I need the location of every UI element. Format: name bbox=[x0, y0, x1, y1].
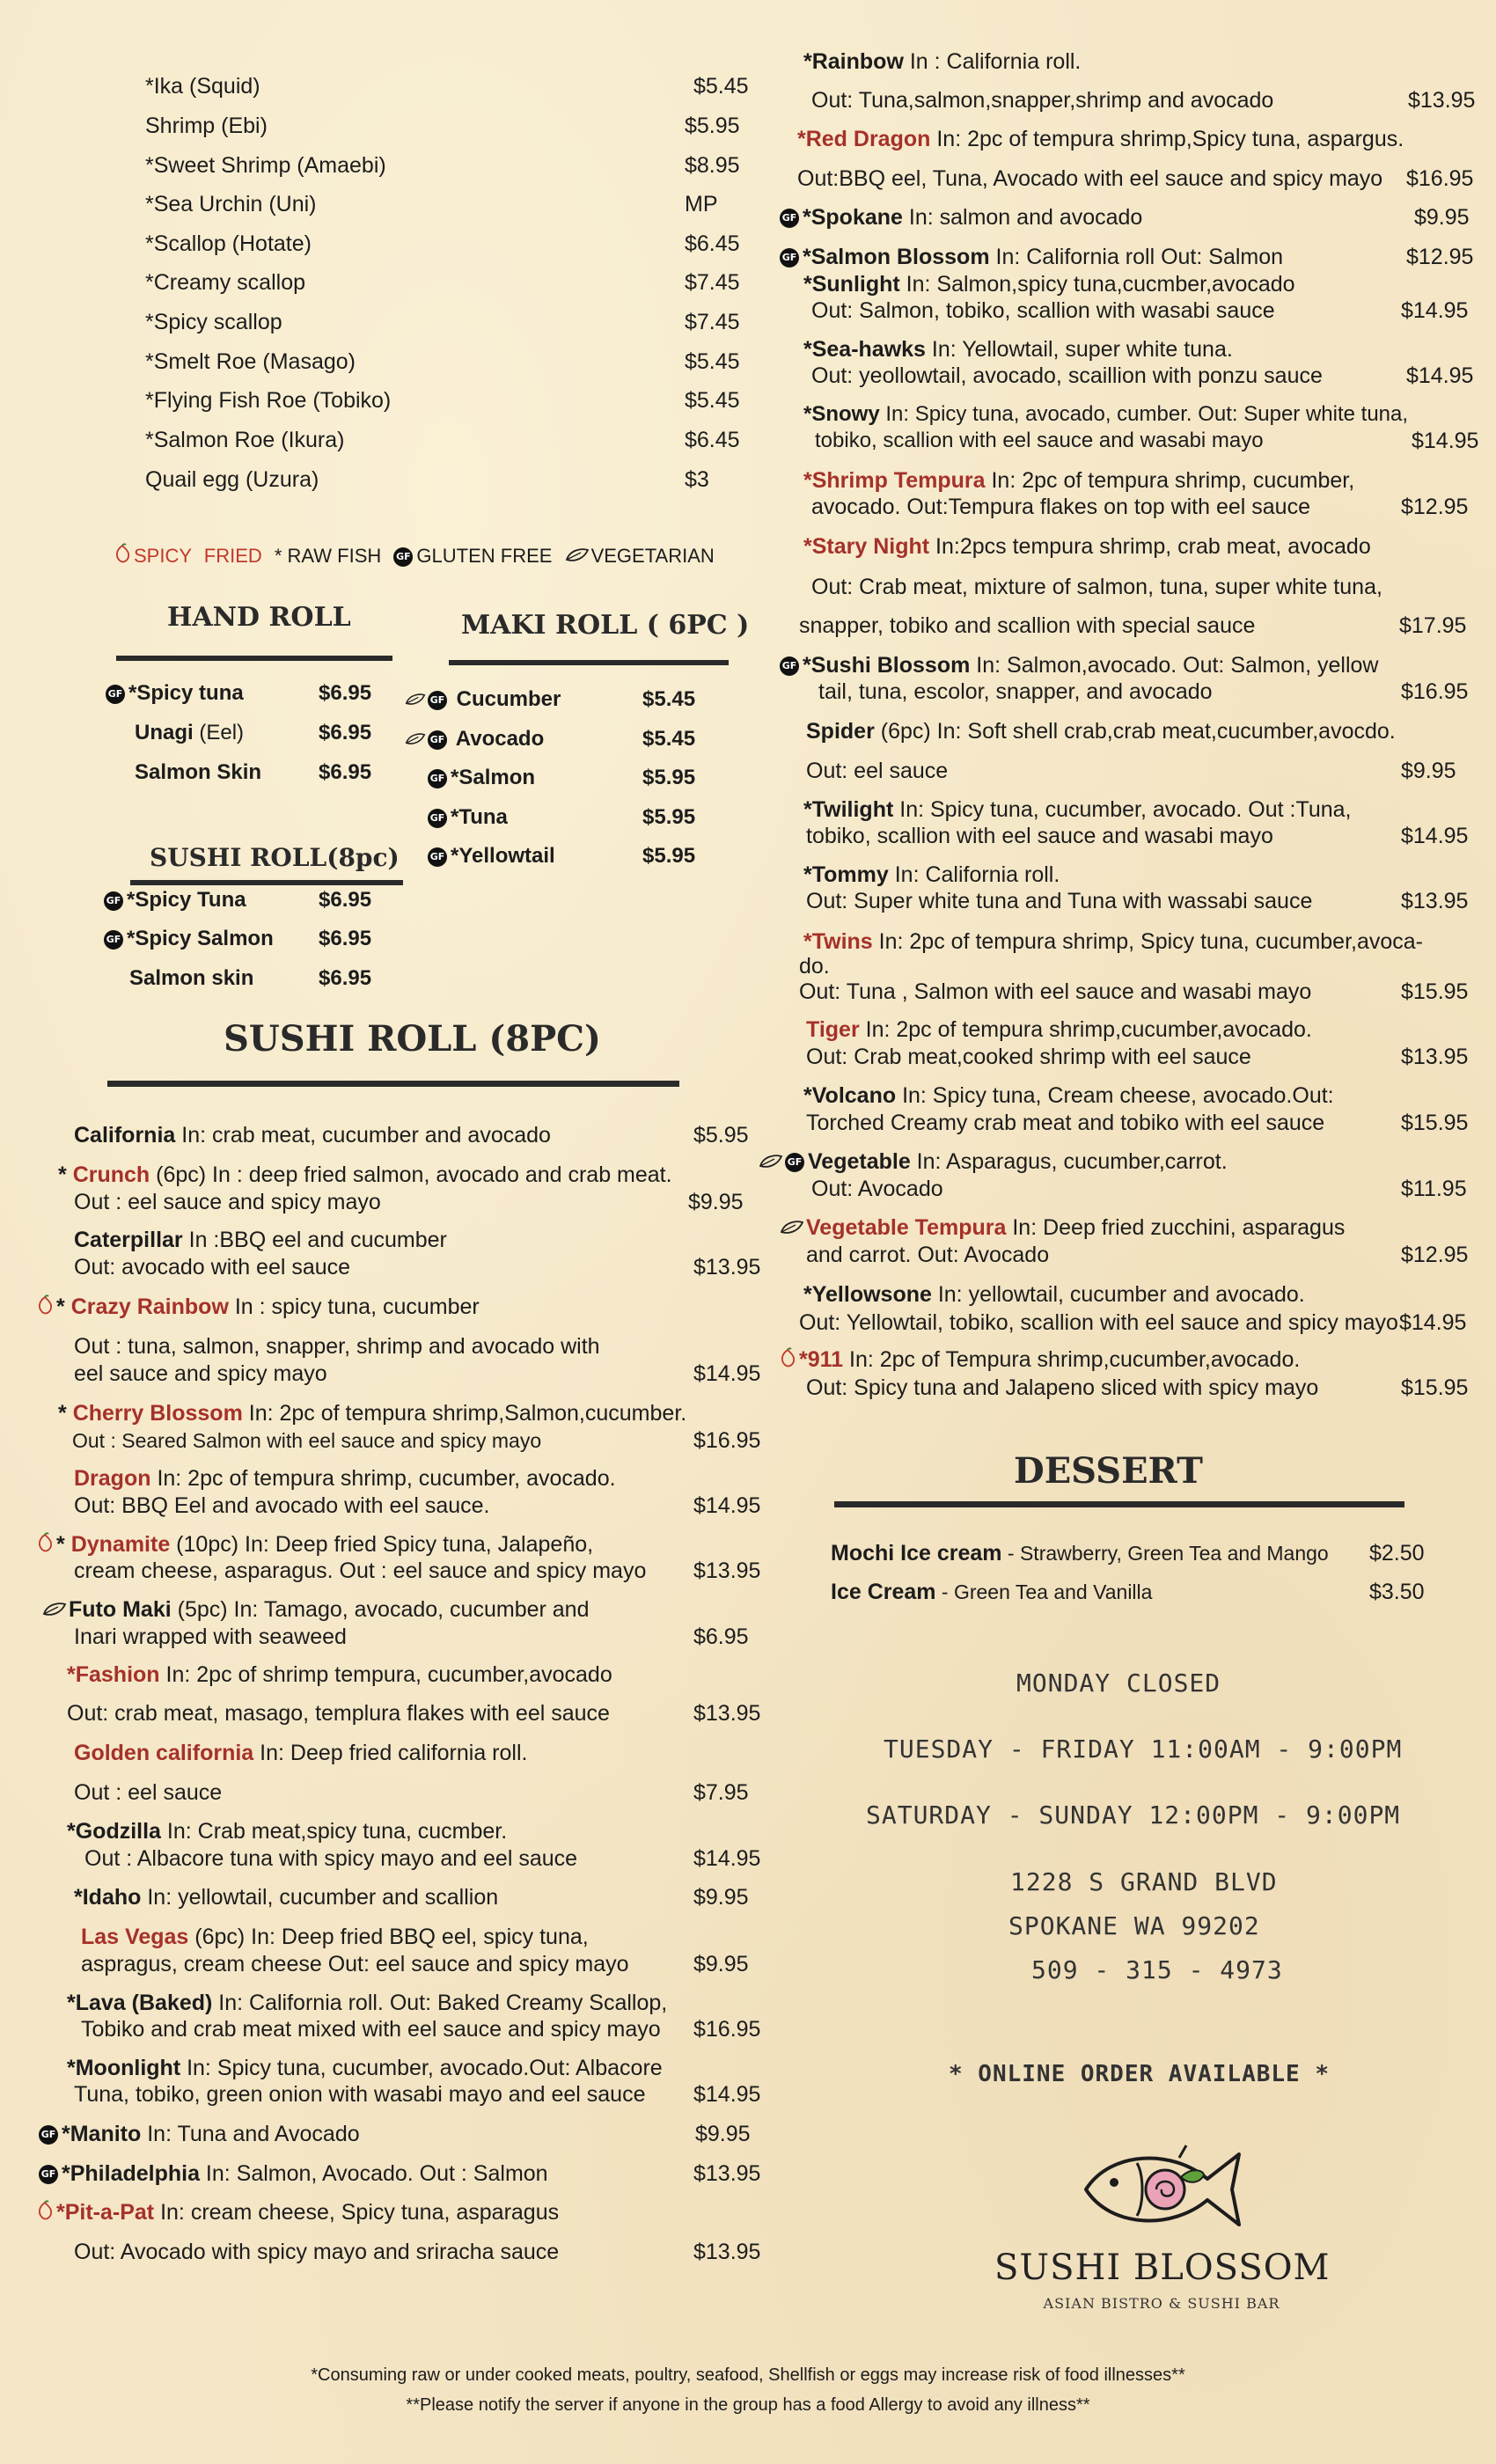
roll-desc: Out: Tuna,salmon,snapper,shrimp and avocado bbox=[811, 88, 1274, 113]
nigiri-name: *Salmon Roe (Ikura) bbox=[145, 428, 345, 452]
hand-roll-title: HAND ROLL bbox=[167, 602, 351, 633]
legend bbox=[113, 543, 715, 571]
maki-roll-price: $5.45 bbox=[642, 727, 696, 751]
legend-raw: * RAW FISH bbox=[274, 545, 382, 567]
nigiri-price: $8.95 bbox=[685, 153, 740, 178]
roll-price: $12.95 bbox=[1406, 245, 1474, 269]
leaf-icon bbox=[759, 1149, 783, 1176]
chili-icon bbox=[113, 543, 132, 571]
roll-price: $13.95 bbox=[1401, 1045, 1469, 1069]
leaf-icon bbox=[42, 1597, 67, 1624]
roll-item-cherry-blossom: * Cherry Blossom In: 2pc of tempura shrimp,Salmon,cucumber. bbox=[58, 1401, 687, 1426]
gluten-free-icon: GF bbox=[393, 547, 413, 567]
roll-item-911: *911 In: 2pc of Tempura shrimp,cucumber,avocado. bbox=[778, 1346, 1300, 1375]
nigiri-price: $7.45 bbox=[685, 310, 740, 334]
roll-desc: snapper, tobiko and scallion with special sauce bbox=[799, 613, 1256, 638]
dessert-price: $2.50 bbox=[1369, 1541, 1425, 1566]
roll-price: $14.95 bbox=[693, 2082, 761, 2107]
roll-item-crunch: * Crunch (6pc) In : deep fried salmon, avocado and crab meat. bbox=[58, 1162, 672, 1187]
nigiri-price: MP bbox=[685, 192, 718, 216]
brand-tagline: ASIAN BISTRO & SUSHI BAR bbox=[1043, 2295, 1280, 2312]
roll-desc: Out: eel sauce bbox=[806, 759, 949, 783]
roll-item-stary-night: *Stary Night In:2pcs tempura shrimp, crab meat, avocado bbox=[803, 534, 1371, 559]
maki-roll-item: GF *Tuna bbox=[428, 804, 508, 831]
roll-price: $16.95 bbox=[693, 1428, 761, 1453]
nigiri-name: *Sea Urchin (Uni) bbox=[145, 192, 317, 216]
roll-item-yellowsone: *Yellowsone In: yellowtail, cucumber and avocado. bbox=[803, 1282, 1305, 1307]
roll-desc: Out: Salmon, tobiko, scallion with wasabi sauce bbox=[811, 298, 1275, 323]
dessert-underline bbox=[834, 1501, 1404, 1507]
sushi-roll-small-price: $6.95 bbox=[319, 888, 372, 912]
roll-desc: Out : eel sauce bbox=[74, 1780, 223, 1805]
roll-desc: Out: BBQ Eel and avocado with eel sauce. bbox=[74, 1493, 490, 1518]
chili-icon bbox=[35, 1294, 55, 1322]
maki-roll-item: GF *Salmon bbox=[428, 765, 535, 791]
roll-item-godzilla: *Godzilla In: Crab meat,spicy tuna, cucmber. bbox=[67, 1819, 508, 1844]
phone-number[interactable]: 509 - 315 - 4973 bbox=[1031, 1955, 1283, 1984]
roll-item-golden-california: Golden california In: Deep fried california roll. bbox=[74, 1741, 528, 1765]
maki-roll-title: MAKI ROLL ( 6PC ) bbox=[461, 610, 750, 641]
roll-price: $14.95 bbox=[693, 1361, 761, 1386]
maki-roll-price: $5.95 bbox=[642, 805, 696, 829]
roll-item-caterpillar: Caterpillar In :BBQ eel and cucumber bbox=[74, 1228, 447, 1252]
maki-roll-price: $5.95 bbox=[642, 766, 696, 789]
nigiri-price: $5.45 bbox=[685, 388, 740, 413]
roll-desc: tail, tuna, escolor, snapper, and avocado bbox=[818, 679, 1213, 704]
roll-item-fashion: *Fashion In: 2pc of shrimp tempura, cucumber,avocado bbox=[67, 1662, 612, 1687]
roll-price: $5.95 bbox=[693, 1123, 749, 1148]
dessert-price: $3.50 bbox=[1369, 1580, 1425, 1604]
roll-desc: eel sauce and spicy mayo bbox=[74, 1361, 327, 1386]
nigiri-name: *Creamy scallop bbox=[145, 270, 306, 295]
roll-desc: Out: Avocado bbox=[811, 1177, 943, 1201]
nigiri-name: *Ika (Squid) bbox=[145, 74, 260, 99]
hand-roll-item: Unagi (Eel) bbox=[135, 721, 245, 744]
roll-price: $14.95 bbox=[693, 1846, 761, 1871]
roll-price: $14.95 bbox=[1401, 824, 1469, 848]
roll-price: $16.95 bbox=[1401, 679, 1469, 704]
roll-desc: aspragus, cream cheese Out: eel sauce and spicy mayo bbox=[81, 1952, 629, 1976]
nigiri-name: *Sweet Shrimp (Amaebi) bbox=[145, 153, 386, 178]
roll-desc: and carrot. Out: Avocado bbox=[806, 1243, 1050, 1267]
roll-price: $13.95 bbox=[693, 1255, 761, 1280]
gluten-free-icon: GF bbox=[785, 1153, 804, 1172]
roll-item-sea-hawks: *Sea-hawks In: Yellowtail, super white tuna. bbox=[803, 337, 1233, 362]
roll-item-lava: *Lava (Baked) In: California roll. Out: Baked Creamy Scallop, bbox=[67, 1991, 668, 2015]
roll-item-tiger: Tiger In: 2pc of tempura shrimp,cucumber,avocado. bbox=[806, 1017, 1312, 1042]
hand-roll-item: GF *Spicy tuna bbox=[106, 680, 244, 707]
gluten-free-icon: GF bbox=[780, 656, 799, 676]
roll-desc: Out: Spicy tuna and Jalapeno sliced with spicy mayo bbox=[806, 1375, 1319, 1400]
roll-desc: Out: Crab meat, mixture of salmon, tuna, super white tuna, bbox=[811, 575, 1382, 599]
roll-item-vegetable-tempura: Vegetable Tempura In: Deep fried zucchini, asparagus bbox=[780, 1214, 1345, 1242]
roll-desc: Out : eel sauce and spicy mayo bbox=[74, 1190, 381, 1214]
roll-price: $7.95 bbox=[693, 1780, 749, 1805]
nigiri-name: Shrimp (Ebi) bbox=[145, 114, 268, 138]
roll-item-dragon: Dragon In: 2pc of tempura shrimp, cucumber, avocado. bbox=[74, 1466, 616, 1491]
nigiri-price: $5.95 bbox=[685, 114, 740, 138]
roll-price: $9.95 bbox=[693, 1885, 749, 1910]
online-order-banner[interactable]: * ONLINE ORDER AVAILABLE * bbox=[949, 2061, 1330, 2087]
roll-price: $9.95 bbox=[1401, 759, 1456, 783]
gluten-free-icon: GF bbox=[106, 685, 125, 704]
roll-desc: Out: Tuna , Salmon with eel sauce and wasabi mayo bbox=[799, 979, 1312, 1004]
roll-desc: do. bbox=[799, 954, 830, 979]
roll-item-california: California In: crab meat, cucumber and avocado bbox=[74, 1123, 551, 1148]
hours-weekend: SATURDAY - SUNDAY 12:00PM - 9:00PM bbox=[866, 1800, 1401, 1830]
roll-item-vegetable: GF Vegetable In: Asparagus, cucumber,carrot. bbox=[759, 1148, 1228, 1176]
maki-roll-underline bbox=[449, 660, 729, 665]
gluten-free-icon: GF bbox=[39, 2125, 58, 2145]
roll-item-moonlight: *Moonlight In: Spicy tuna, cucumber, avocado.Out: Albacore bbox=[67, 2056, 663, 2080]
roll-price: $12.95 bbox=[1401, 1243, 1469, 1267]
legend-veg: VEGETARIAN bbox=[590, 545, 715, 567]
roll-price: $6.95 bbox=[693, 1624, 749, 1649]
roll-item-snowy: *Snowy In: Spicy tuna, avocado, cumber. Out: Super white tuna, bbox=[803, 402, 1409, 426]
roll-desc: Torched Creamy crab meat and tobiko with eel sauce bbox=[806, 1111, 1325, 1135]
roll-price: $13.95 bbox=[1401, 889, 1469, 913]
roll-price: $15.95 bbox=[1401, 979, 1469, 1004]
roll-price: $14.95 bbox=[1401, 298, 1469, 323]
roll-item-rainbow: *Rainbow In : California roll. bbox=[803, 49, 1082, 74]
sushi-roll-small-price: $6.95 bbox=[319, 927, 372, 950]
roll-item-philadelphia: GF *Philadelphia In: Salmon, Avocado. Out : Salmon bbox=[39, 2160, 548, 2187]
roll-price: $9.95 bbox=[1414, 205, 1470, 230]
roll-item-sushi-blossom: GF *Sushi Blossom In: Salmon,avocado. Out: Salmon, yellow bbox=[780, 652, 1378, 678]
gluten-free-icon: GF bbox=[104, 930, 123, 950]
sushi-roll-small-item: GF *Spicy Tuna bbox=[104, 887, 246, 913]
roll-item-salmon-blossom: GF *Salmon Blossom In: California roll Out: Salmon bbox=[780, 244, 1283, 270]
roll-desc: Out: Avocado with spicy mayo and sriracha sauce bbox=[74, 2240, 560, 2264]
roll-price: $9.95 bbox=[688, 1190, 744, 1214]
roll-item-twins: *Twins In: 2pc of tempura shrimp, Spicy tuna, cucumber,avoca- bbox=[803, 929, 1424, 954]
roll-desc: Out : Albacore tuna with spicy mayo and eel sauce bbox=[84, 1846, 578, 1871]
roll-price: $9.95 bbox=[693, 1952, 749, 1976]
nigiri-name: *Scallop (Hotate) bbox=[145, 231, 312, 256]
roll-desc: tobiko, scallion with eel sauce and wasabi mayo bbox=[806, 824, 1273, 848]
roll-price: $15.95 bbox=[1401, 1111, 1469, 1135]
nigiri-price: $6.45 bbox=[685, 428, 740, 452]
sushi-roll-small-underline bbox=[130, 880, 403, 885]
roll-price: $14.95 bbox=[1406, 363, 1474, 388]
gluten-free-icon: GF bbox=[780, 209, 799, 228]
roll-item-shrimp-tempura: *Shrimp Tempura In: 2pc of tempura shrimp, cucumber, bbox=[803, 468, 1355, 493]
dessert-item: Ice Cream - Green Tea and Vanilla bbox=[831, 1580, 1153, 1604]
roll-desc: Out : Seared Salmon with eel sauce and spicy mayo bbox=[72, 1429, 542, 1452]
gluten-free-icon: GF bbox=[428, 809, 447, 828]
nigiri-name: *Spicy scallop bbox=[145, 310, 282, 334]
roll-price: $13.95 bbox=[693, 2240, 761, 2264]
roll-desc: Tobiko and crab meat mixed with eel sauce and spicy mayo bbox=[81, 2017, 661, 2042]
roll-item-red-dragon: *Red Dragon In: 2pc of tempura shrimp,Spicy tuna, aspargus. bbox=[797, 127, 1404, 151]
roll-item-crazy-rainbow: * Crazy Rainbow In : spicy tuna, cucumber bbox=[35, 1294, 480, 1322]
sushi-roll-small-item: Salmon skin bbox=[129, 966, 254, 990]
roll-item-spider: Spider (6pc) In: Soft shell crab,crab meat,cucumber,avocdo. bbox=[806, 719, 1396, 744]
roll-item-idaho: *Idaho In: yellowtail, cucumber and scallion bbox=[74, 1885, 499, 1910]
nigiri-name: *Smelt Roe (Masago) bbox=[145, 349, 356, 374]
maki-roll-price: $5.45 bbox=[642, 687, 696, 711]
gluten-free-icon: GF bbox=[428, 847, 447, 867]
roll-item-pit-a-pat: *Pit-a-Pat In: cream cheese, Spicy tuna, asparagus bbox=[35, 2199, 559, 2227]
chili-icon bbox=[35, 2200, 55, 2227]
sushi-roll-small-item: GF *Spicy Salmon bbox=[104, 926, 274, 952]
dessert-item: Mochi Ice cream - Strawberry, Green Tea and Mango bbox=[831, 1541, 1329, 1566]
nigiri-price: $7.45 bbox=[685, 270, 740, 295]
address-city: SPOKANE WA 99202 bbox=[1008, 1911, 1260, 1940]
roll-price: $13.95 bbox=[693, 2161, 761, 2186]
roll-desc: Out: Yellowtail, tobiko, scallion with eel sauce and spicy mayo bbox=[799, 1310, 1398, 1335]
roll-item-dynamite: * Dynamite (10pc) In: Deep fried Spicy tuna, Jalapeño, bbox=[35, 1531, 593, 1559]
roll-item-twilight: *Twilight In: Spicy tuna, cucumber, avocado. Out :Tuna, bbox=[803, 797, 1352, 822]
legend-gf: GLUTEN FREE bbox=[416, 545, 553, 567]
nigiri-name: *Flying Fish Roe (Tobiko) bbox=[145, 388, 392, 413]
roll-desc: avocado. Out:Tempura flakes on top with eel sauce bbox=[811, 495, 1310, 519]
roll-price: $15.95 bbox=[1401, 1375, 1469, 1400]
fish-logo-icon bbox=[1075, 2140, 1250, 2239]
roll-desc: Out: crab meat, masago, templura flakes with eel sauce bbox=[67, 1701, 610, 1726]
roll-item-volcano: *Volcano In: Spicy tuna, Cream cheese, avocado.Out: bbox=[803, 1083, 1334, 1108]
roll-item-futo-maki: Futo Maki (5pc) In: Tamago, avocado, cucumber and bbox=[42, 1596, 589, 1624]
roll-desc: cream cheese, asparagus. Out : eel sauce and spicy mayo bbox=[74, 1558, 647, 1583]
legend-fried: FRIED bbox=[203, 545, 262, 567]
gluten-free-icon: GF bbox=[104, 891, 123, 911]
legend-spicy: SPICY bbox=[134, 545, 192, 567]
roll-price: $14.95 bbox=[1412, 429, 1479, 453]
roll-price: $11.95 bbox=[1401, 1177, 1467, 1201]
maki-roll-item: GF *Yellowtail bbox=[428, 843, 555, 869]
maki-roll-price: $5.95 bbox=[642, 844, 696, 868]
roll-price: $13.95 bbox=[693, 1558, 761, 1583]
roll-desc: Inari wrapped with seaweed bbox=[74, 1624, 347, 1649]
roll-price: $9.95 bbox=[695, 2122, 751, 2146]
roll-desc: Out:BBQ eel, Tuna, Avocado with eel sauce and spicy mayo bbox=[797, 166, 1383, 191]
roll-item-las-vegas: Las Vegas (6pc) In: Deep fried BBQ eel, spicy tuna, bbox=[81, 1925, 589, 1949]
roll-desc: Out: Crab meat,cooked shrimp with eel sauce bbox=[806, 1045, 1251, 1069]
roll-desc: Out: Super white tuna and Tuna with wassabi sauce bbox=[806, 889, 1313, 913]
hand-roll-item: Salmon Skin bbox=[135, 760, 262, 784]
roll-desc: tobiko, scallion with eel sauce and wasabi mayo bbox=[815, 429, 1264, 452]
roll-price: $16.95 bbox=[1406, 166, 1474, 191]
roll-item-spokane: GF *Spokane In: salmon and avocado bbox=[780, 204, 1142, 231]
nigiri-price: $5.45 bbox=[693, 74, 749, 99]
footer-warning: *Consuming raw or under cooked meats, poultry, seafood, Shellfish or eggs may increase risk of food illnesses** bbox=[311, 2365, 1185, 2385]
address-street: 1228 S GRAND BLVD bbox=[1010, 1867, 1278, 1896]
roll-desc: Out: avocado with eel sauce bbox=[74, 1255, 351, 1280]
maki-roll-item: GF Cucumber bbox=[405, 686, 561, 714]
dessert-title: DESSERT bbox=[1014, 1450, 1203, 1492]
nigiri-price: $5.45 bbox=[685, 349, 740, 374]
chili-icon bbox=[778, 1347, 797, 1375]
roll-price: $14.95 bbox=[1399, 1310, 1467, 1335]
sushi-roll-underline bbox=[107, 1081, 679, 1087]
leaf-icon bbox=[405, 687, 426, 714]
roll-price: $14.95 bbox=[693, 1493, 761, 1518]
chili-icon bbox=[35, 1532, 55, 1559]
roll-price: $12.95 bbox=[1401, 495, 1469, 519]
hand-roll-price: $6.95 bbox=[319, 721, 372, 744]
hand-roll-price: $6.95 bbox=[319, 681, 372, 705]
leaf-icon bbox=[780, 1215, 804, 1242]
roll-desc: Out: yeollowtail, avocado, scaillion with ponzu sauce bbox=[811, 363, 1323, 388]
hours-weekday: TUESDAY - FRIDAY 11:00AM - 9:00PM bbox=[884, 1734, 1403, 1764]
maki-roll-item: GF Avocado bbox=[405, 726, 544, 753]
gluten-free-icon: GF bbox=[428, 769, 447, 788]
nigiri-price: $3 bbox=[685, 467, 709, 492]
gluten-free-icon: GF bbox=[428, 691, 447, 710]
roll-item-tommy: *Tommy In: California roll. bbox=[803, 862, 1060, 887]
roll-price: $13.95 bbox=[693, 1701, 761, 1726]
roll-item-manito: GF *Manito In: Tuna and Avocado bbox=[39, 2121, 360, 2147]
hand-roll-price: $6.95 bbox=[319, 760, 372, 784]
nigiri-name: Quail egg (Uzura) bbox=[145, 467, 319, 492]
gluten-free-icon: GF bbox=[780, 248, 799, 268]
roll-price: $16.95 bbox=[693, 2017, 761, 2042]
leaf-icon bbox=[565, 544, 590, 570]
roll-item-sunlight: *Sunlight In: Salmon,spicy tuna,cucmber,avocado bbox=[803, 272, 1295, 297]
roll-price: $13.95 bbox=[1408, 88, 1476, 113]
gluten-free-icon: GF bbox=[39, 2165, 58, 2184]
hand-roll-underline bbox=[116, 656, 392, 661]
gluten-free-icon: GF bbox=[428, 730, 447, 750]
nigiri-price: $6.45 bbox=[685, 231, 740, 256]
sushi-roll-title: SUSHI ROLL (8PC) bbox=[224, 1018, 601, 1060]
roll-desc: Tuna, tobiko, green onion with wasabi mayo and eel sauce bbox=[74, 2082, 646, 2107]
brand-name: SUSHI BLOSSOM bbox=[994, 2248, 1331, 2288]
sushi-roll-small-price: $6.95 bbox=[319, 966, 372, 990]
footer-allergy-note: **Please notify the server if anyone in the group has a food Allergy to avoid any illness** bbox=[406, 2395, 1090, 2415]
sushi-roll-small-title: SUSHI ROLL(8pc) bbox=[150, 843, 400, 872]
hours-monday: MONDAY CLOSED bbox=[1016, 1668, 1221, 1698]
roll-desc: Out : tuna, salmon, snapper, shrimp and avocado with bbox=[74, 1334, 600, 1359]
roll-price: $17.95 bbox=[1399, 613, 1467, 638]
leaf-icon bbox=[405, 727, 426, 753]
